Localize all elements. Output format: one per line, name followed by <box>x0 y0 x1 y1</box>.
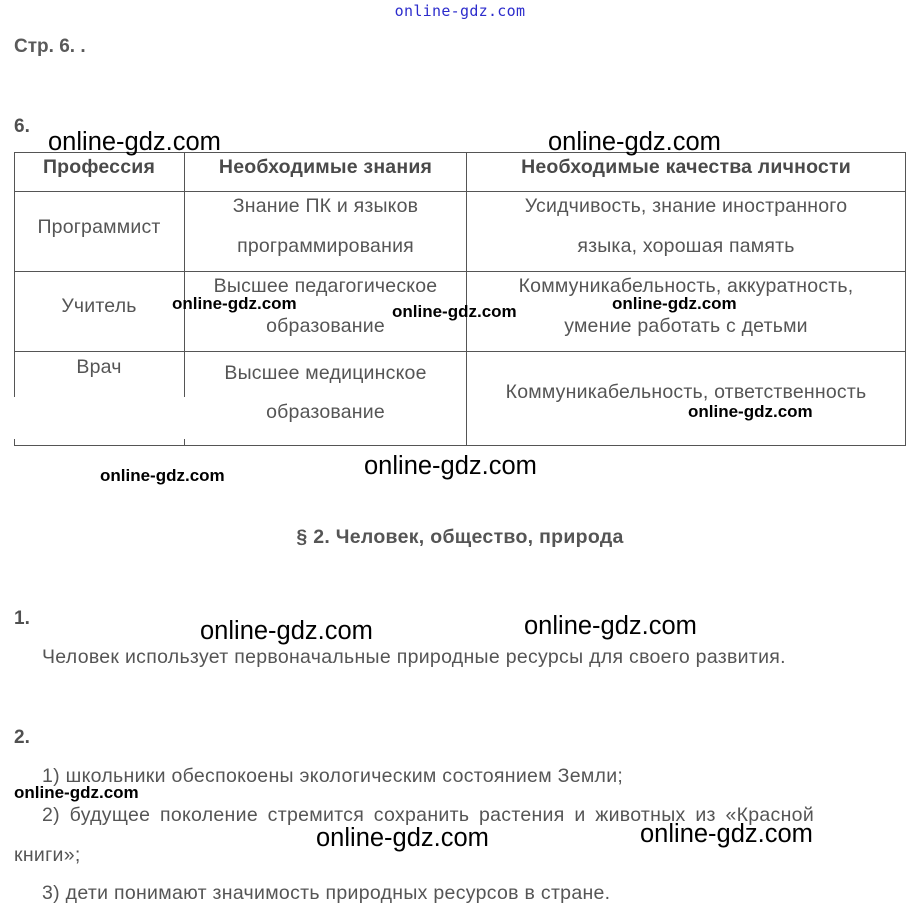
scan-gap <box>14 397 186 439</box>
watermark: online-gdz.com <box>364 452 537 480</box>
table-border-right <box>905 152 906 446</box>
watermark: online-gdz.com <box>100 466 225 485</box>
cell-profession: Врач <box>76 356 122 378</box>
cell-qualities: Коммуникабельность, ответственность <box>505 381 867 403</box>
header-qualities: Необходимые качества личности <box>521 156 851 178</box>
cell-profession: Учитель <box>61 295 137 317</box>
cell-knowledge: Знание ПК и языков <box>232 195 419 217</box>
top-watermark: online-gdz.com <box>394 2 526 20</box>
watermark: online-gdz.com <box>524 612 697 640</box>
task-2-item: 2) будущее поколение стремится сохранить растения и животных из «Красной <box>42 804 815 826</box>
watermark: online-gdz.com <box>548 128 721 156</box>
watermark: online-gdz.com <box>688 402 813 421</box>
task-1-number: 1. <box>14 608 30 629</box>
cell-qualities: Коммуникабельность, аккуратность, <box>518 275 854 297</box>
watermark: online-gdz.com <box>392 302 517 321</box>
task-2-item: 3) дети понимают значимость природных ресурсов в стране. <box>42 882 611 904</box>
cell-knowledge: образование <box>266 315 385 337</box>
watermark: online-gdz.com <box>200 617 373 645</box>
watermark: online-gdz.com <box>48 128 221 156</box>
task-2-number: 2. <box>14 727 30 748</box>
cell-knowledge: Высшее медицинское <box>224 362 427 384</box>
cell-profession: Программист <box>37 216 161 238</box>
cell-knowledge: Высшее педагогическое <box>213 275 438 297</box>
header-profession: Профессия <box>42 156 156 178</box>
page-reference: Стр. 6. . <box>14 36 86 57</box>
table-border-bottom <box>14 445 906 446</box>
task-1-answer: Человек использует первоначальные природные ресурсы для своего развития. <box>42 646 786 668</box>
watermark: online-gdz.com <box>640 820 813 848</box>
task-2-item: 1) школьники обеспокоены экологическим состоянием Земли; <box>42 765 624 787</box>
cell-qualities: умение работать с детьми <box>564 315 808 337</box>
cell-knowledge: образование <box>266 401 385 423</box>
section-title: § 2. Человек, общество, природа <box>296 526 624 548</box>
task-6-number: 6. <box>14 116 30 137</box>
watermark: online-gdz.com <box>316 824 489 852</box>
watermark: online-gdz.com <box>612 294 737 313</box>
task-2-item-continuation: книги»; <box>14 844 81 866</box>
cell-qualities: Усидчивость, знание иностранного <box>524 195 848 217</box>
cell-knowledge: программирования <box>237 235 414 257</box>
watermark: online-gdz.com <box>172 294 297 313</box>
watermark: online-gdz.com <box>14 783 139 802</box>
header-knowledge: Необходимые знания <box>218 156 433 178</box>
cell-qualities: языка, хорошая память <box>577 235 795 257</box>
